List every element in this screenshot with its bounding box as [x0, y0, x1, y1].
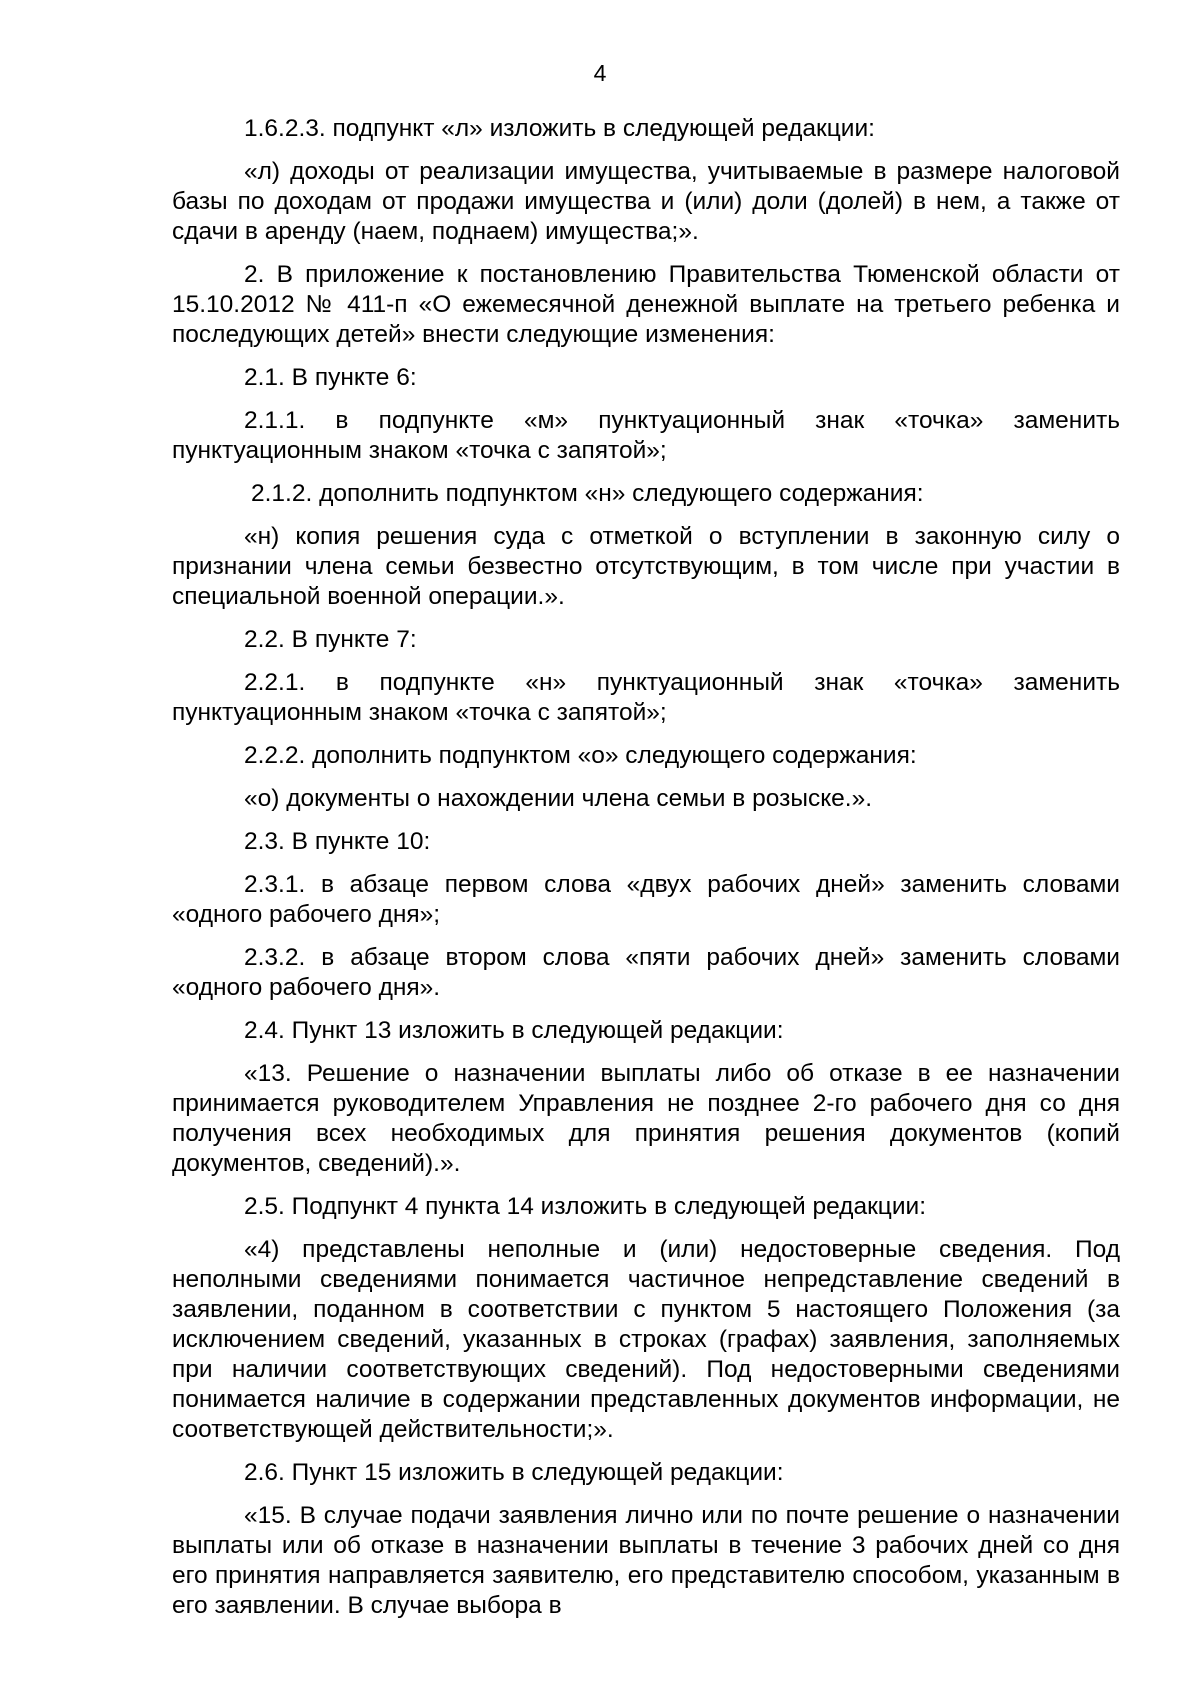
paragraph-2-1-1: 2.1.1. в подпункте «м» пунктуационный знак «точка» заменить пунктуационным знаком «точка с запятой»; [172, 407, 1120, 464]
paragraph-2-5: 2.5. Подпункт 4 пункта 14 изложить в следующей редакции: [244, 1193, 927, 1220]
paragraph-2-2: 2.2. В пункте 7: [244, 626, 417, 653]
paragraph-subitem-n-text: «н) копия решения суда с отметкой о вступлении в законную силу о признании члена семьи безвестно отсутствующим, в том числе при участии в специальной военной операции.». [172, 523, 1120, 610]
paragraph-2-4: 2.4. Пункт 13 изложить в следующей редакции: [244, 1017, 784, 1044]
page-number: 4 [593, 60, 607, 86]
paragraph-2-3-1: 2.3.1. в абзаце первом слова «двух рабочих дней» заменить словами «одного рабочего дня»; [172, 871, 1120, 928]
paragraph-2-1: 2.1. В пункте 6: [244, 364, 417, 391]
paragraph-item-13-text: «13. Решение о назначении выплаты либо об отказе в ее назначении принимается руководителем Управления не позднее 2-го рабочего дня со дня получения всех необходимых для принятия решения документов (копий документов, сведений).». [172, 1060, 1120, 1177]
paragraph-2-1-2: 2.1.2. дополнить подпунктом «н» следующего содержания: [251, 480, 924, 507]
paragraph-2: 2. В приложение к постановлению Правительства Тюменской области от 15.10.2012 № 411-п «О ежемесячной денежной выплате на третьего ребенка и последующих детей» внести следующие изменения: [172, 261, 1120, 348]
paragraph-2-2-2: 2.2.2. дополнить подпунктом «о» следующего содержания: [244, 742, 917, 769]
paragraph-2-3: 2.3. В пункте 10: [244, 828, 431, 855]
document-body [172, 114, 1120, 1621]
paragraph-subitem-o-text: «о) документы о нахождении члена семьи в розыске.». [244, 785, 873, 812]
paragraph-2-2-1: 2.2.1. в подпункте «н» пунктуационный знак «точка» заменить пунктуационным знаком «точка с запятой»; [172, 669, 1120, 726]
paragraph-item-15-text: «15. В случае подачи заявления лично или по почте решение о назначении выплаты или об отказе в назначении выплаты в течение 3 рабочих дней со дня его принятия направляется заявителю, его представителю способом, указанным в его заявлении. В случае выбора в [172, 1502, 1120, 1619]
paragraph-subitem-4-text: «4) представлены неполные и (или) недостоверные сведения. Под неполными сведениями понимается частичное непредставление сведений в заявлении, поданном в соответствии с пунктом 5 настоящего Положения (за исключением сведений, указанных в строках (графах) заявления, заполняемых при наличии соответствующих сведений). Под недостоверными сведениями понимается наличие в содержании представленных документов информации, не соответствующей действительности;». [172, 1236, 1120, 1443]
paragraph-2-3-2: 2.3.2. в абзаце втором слова «пяти рабочих дней» заменить словами «одного рабочего дня». [172, 944, 1120, 1001]
paragraph-subitem-l-text: «л) доходы от реализации имущества, учитываемые в размере налоговой базы по доходам от продажи имущества и (или) доли (долей) в нем, а также от сдачи в аренду (наем, поднаем) имущества;». [172, 158, 1120, 245]
paragraph-1-6-2-3: 1.6.2.3. подпункт «л» изложить в следующей редакции: [244, 115, 875, 142]
paragraph-2-6: 2.6. Пункт 15 изложить в следующей редакции: [244, 1459, 784, 1486]
